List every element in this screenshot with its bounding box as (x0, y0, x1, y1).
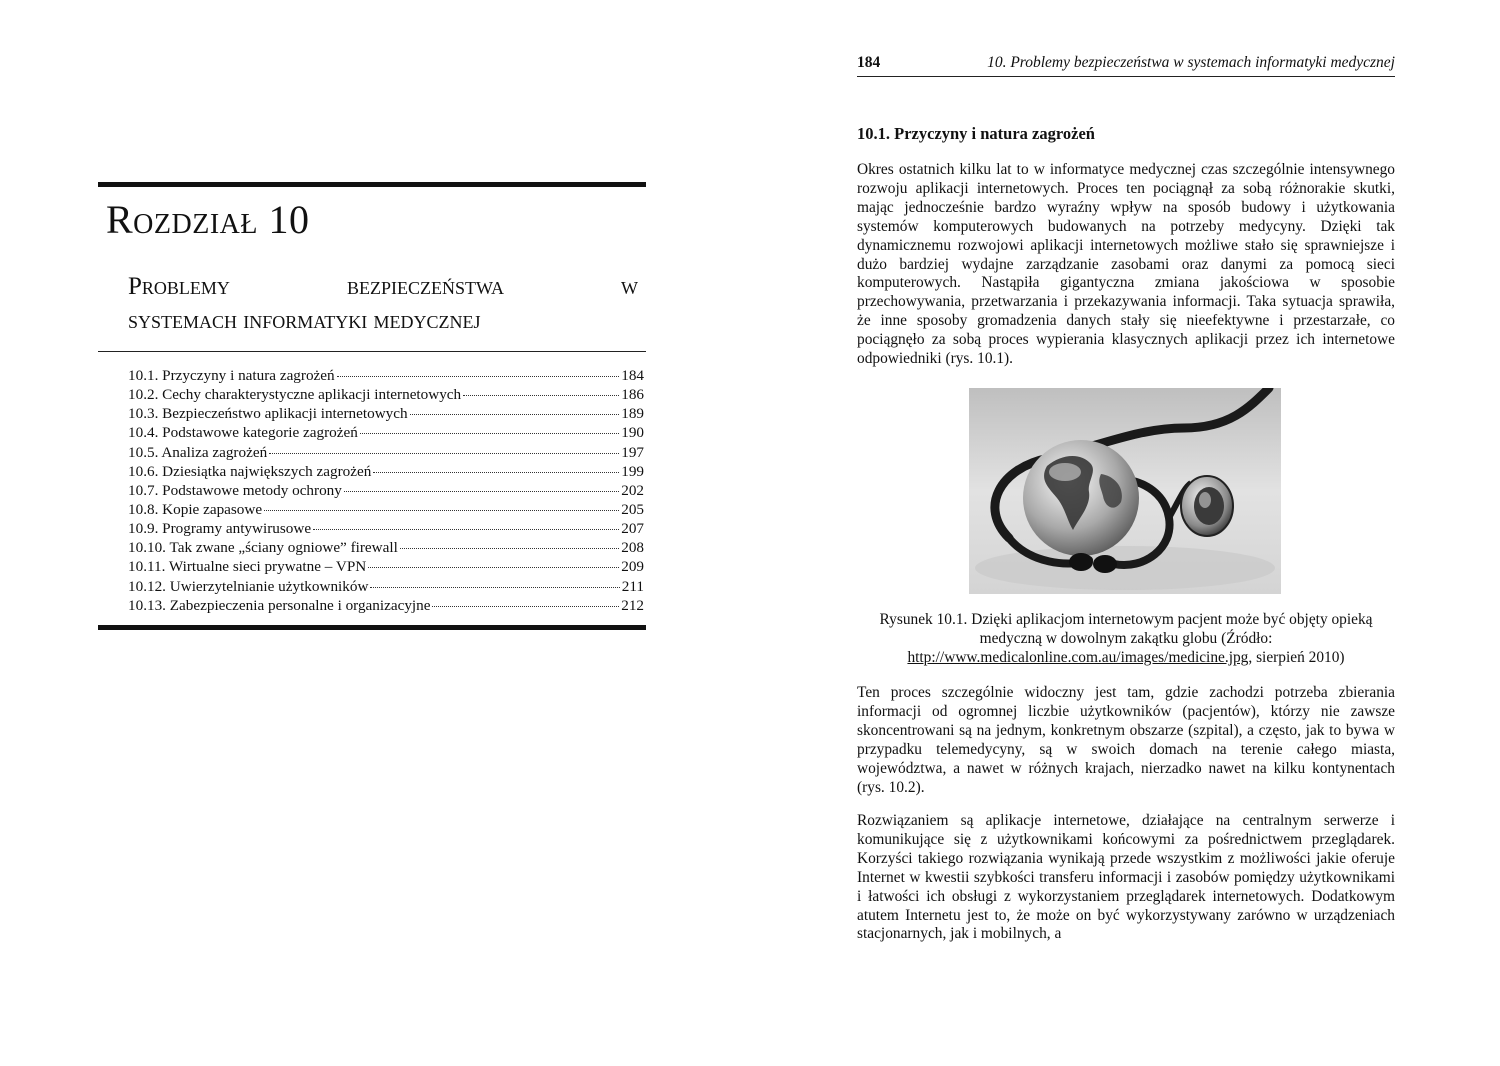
toc-leader-dots (432, 606, 619, 607)
globe-stethoscope-image (969, 388, 1281, 594)
toc-leader-dots (400, 548, 619, 549)
toc-entry-label: 10.9. Programy antywirusowe (128, 520, 312, 538)
toc-entry-page: 197 (621, 443, 644, 461)
toc-entry-page: 207 (621, 520, 644, 538)
toc-entry-label: 10.1. Przyczyny i natura zagrożeń (128, 367, 335, 384)
toc-leader-dots (344, 491, 619, 492)
toc-entry-label: 10.7. Podstawowe metody ochrony (128, 481, 342, 499)
toc-entry-page: 209 (621, 558, 644, 576)
table-of-contents (128, 366, 644, 615)
toc-leader-dots (410, 414, 620, 415)
toc-entry-page: 212 (621, 596, 644, 614)
toc-entry-label: 10.6. Dziesiątka największych zagrożeń (128, 462, 372, 480)
chapter-label: Rozdział 10 (106, 197, 310, 242)
toc-entry[interactable] (128, 443, 644, 462)
toc-entry[interactable] (128, 538, 644, 557)
toc-entry-page: 189 (621, 405, 644, 423)
toc-leader-dots (269, 453, 619, 454)
toc-entry-page: 208 (621, 539, 644, 557)
bottom-thick-rule (98, 625, 646, 630)
section-heading: 10.1. Przyczyny i natura zagrożeń (857, 124, 1095, 143)
figure-caption (857, 611, 1395, 668)
paragraph-3: Rozwiązaniem są aplikacje internetowe, działające na centralnym serwerze i komunikujące się z użytkownikami końcowymi za pośrednictwem przeglądarek. Korzyści takiego rozwiązania wynikają przede wszystkim z możliwości jakie oferuje Internet w kwestii szybkości transferu informacji i zasobów pomiędzy użytkownikami i łatwości ich obsługi z wykorzystaniem przeglądarek internetowych. Dodatkowym atutem Internetu jest to, że może on być wykorzystywany zarówno w urządzeniach stacjonarnych, jak i mobilnych, a (857, 812, 1395, 943)
chapter-title-line1: Problemy bezpieczeństwa w (128, 273, 638, 300)
toc-entry-label: 10.12. Uwierzytelnianie użytkowników (128, 577, 369, 595)
toc-entry-label: 10.11. Wirtualne sieci prywatne – VPN (128, 558, 367, 576)
toc-entry[interactable] (128, 596, 644, 615)
top-thick-rule (98, 182, 646, 187)
toc-entry[interactable] (128, 423, 644, 442)
toc-entry-page: 211 (621, 577, 644, 595)
toc-entry-label: 10.5. Analiza zagrożeń (128, 443, 268, 461)
toc-entry-page: 202 (621, 481, 644, 499)
toc-entry-label: 10.13. Zabezpieczenia personalne i organizacyjne (128, 596, 431, 614)
running-head (857, 52, 1395, 77)
toc-entry[interactable] (128, 577, 644, 596)
toc-leader-dots (264, 510, 619, 511)
toc-entry[interactable] (128, 385, 644, 404)
toc-entry[interactable] (128, 462, 644, 481)
toc-entry-label: 10.3. Bezpieczeństwo aplikacji internetowych (128, 405, 408, 423)
toc-entry[interactable] (128, 557, 644, 576)
chapter-title (128, 270, 638, 338)
toc-leader-dots (313, 529, 619, 530)
caption-line-2: medyczną w dowolnym zakątku globu (Źródło: (979, 629, 1273, 647)
toc-leader-dots (360, 433, 619, 434)
toc-entry[interactable] (128, 404, 644, 423)
toc-entry-page: 205 (621, 500, 644, 518)
toc-entry-page: 186 (621, 386, 644, 404)
paragraph-1: Okres ostatnich kilku lat to w informatyce medycznej czas szczególnie intensywnego rozwoju aplikacji internetowych. Proces ten pociągnął za sobą różnorakie skutki, mając jednocześnie bardzo wyraźny wpływ na sposób budowy i użytkowania systemów komputerowych budowanych na potrzeby medycyny. Dzięki tak dynamicznemu rozwojowi aplikacji internetowych możliwe stało się sprawniejsze i dużo bardziej wydajne zarządzanie zasobami oraz danymi za pomocą sieci komputerowych. Nastąpiła gigantyczna zmiana jakościowa w sposobie przechowywania, przetwarzania i przekazywania informacji. Taka sytuacja sprawiła, że inne sposoby gromadzenia danych stały się nieefektywne i przestarzałe, co pociągnęło za sobą proces wypierania klasycznych aplikacji przez ich internetowe odpowiedniki (rys. 10.1). (857, 161, 1395, 368)
paragraph-2: Ten proces szczególnie widoczny jest tam, gdzie zachodzi potrzeba zbierania informacji od ogromnej liczbie użytkowników (pacjentów), którzy nie zawsze skoncentrowani są na jednym, konkretnym obszarze (szpital), a często, jak to bywa w przypadku telemedycyny, są w swoich domach na terenie całego miasta, województwa, a nawet w różnych krajach, nierzadko nawet na kilku kontynentach (rys. 10.2). (857, 684, 1395, 796)
toc-leader-dots (370, 587, 619, 588)
toc-leader-dots (463, 395, 619, 396)
toc-leader-dots (368, 567, 619, 568)
toc-entry-label: 10.8. Kopie zapasowe (128, 500, 263, 518)
caption-link[interactable]: http://www.medicalonline.com.au/images/medicine.jpg (907, 648, 1249, 666)
toc-entry-page: 199 (621, 462, 644, 480)
toc-entry[interactable] (128, 366, 644, 385)
toc-entry-label: 10.2. Cechy charakterystyczne aplikacji internetowych (128, 386, 462, 404)
caption-date: , sierpień 2010) (1248, 648, 1345, 666)
globe-stethoscope-illustration (969, 388, 1281, 594)
toc-entry[interactable] (128, 519, 644, 538)
toc-entry-page: 184 (621, 367, 644, 384)
toc-leader-dots (337, 376, 620, 377)
toc-divider (98, 351, 646, 352)
toc-entry-label: 10.4. Podstawowe kategorie zagrożeń (128, 424, 358, 442)
toc-entry-page: 190 (621, 424, 644, 442)
toc-leader-dots (373, 472, 619, 473)
caption-line-3 (857, 649, 1395, 668)
toc-entry[interactable] (128, 481, 644, 500)
toc-entry[interactable] (128, 500, 644, 519)
toc-entry-label: 10.10. Tak zwane „ściany ogniowe” firewall (128, 539, 398, 557)
running-title: 10. Problemy bezpieczeństwa w systemach informatyki medycznej (987, 54, 1395, 71)
caption-line-1: Rysunek 10.1. Dzięki aplikacjom internetowym pacjent może być objęty opieką (879, 611, 1373, 628)
chapter-title-line2: systemach informatyki medycznej (128, 307, 481, 334)
page-number: 184 (857, 54, 881, 71)
